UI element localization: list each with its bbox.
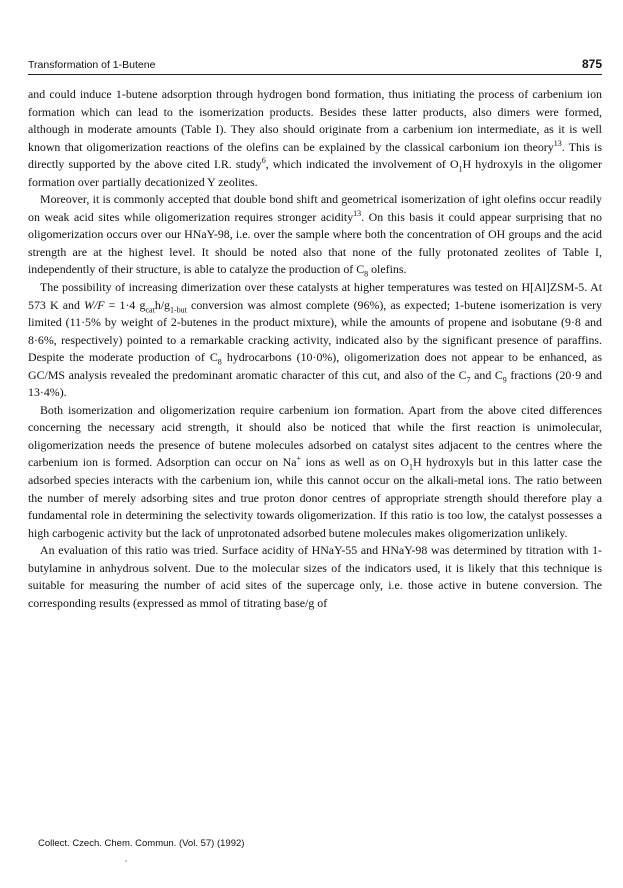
subscript: 9 <box>502 375 507 385</box>
paragraph <box>28 279 602 402</box>
text-run: conversion was almost complete (96%), as expected; 1-butene isomerization is very limited (11·5% by weight of 2-butenes in the product mixture), while the amounts of propene and isobutane (9·8 and 8·6%, respectively) pointed to a remarkable cracking activity, indicated also by the significant presence of paraffins. Despite the moderate production of C <box>28 297 603 365</box>
text-run: = 1·4 g <box>104 297 146 312</box>
running-head <box>28 58 602 75</box>
text-run: Moreover, it is commonly accepted that double bond shift and geometrical isomerization of ight olefins occur readily on weak acid sites while oligomerization requires stronger acidity <box>28 192 602 224</box>
superscript: 13 <box>353 208 362 218</box>
text-run: . On this basis it could appear surprising that no oligomerization occurs over our HNaY-98, i.e. over the sample where both the concentration of OH groups and the acid strength are at the highest level. It should be noted also that none of the fully protonated zeolites of Table I, independently of their structure, is able to catalyze the production of C <box>28 209 602 277</box>
text-run: W/F <box>84 297 105 312</box>
text-run: olefins. <box>368 262 407 277</box>
text-run: H hydroxyls in the oligomer formation over partially decationized Y zeolites. <box>28 157 602 189</box>
text-run: fractions (20·9 and 13·4%). <box>28 367 602 400</box>
subscript: 8 <box>364 269 369 279</box>
text-run: , which indicated the involvement of O <box>265 157 459 172</box>
body-text <box>28 86 602 612</box>
subscript: 7 <box>466 375 471 385</box>
paragraph <box>28 86 602 191</box>
paragraph <box>28 191 602 279</box>
paragraph <box>28 542 602 612</box>
text-run: H hydroxyls but in this latter case the adsorbed species interacts with the carbenium ion, while this cannot occur on the alkali-metal ions. The ratio between the number of merely adsorbing sites and true proton donor centres of appropriate strength should therefore play a fundamental role in determining the selectivity towards oligomerization. If this ratio is too low, the catalyst possesses a high carbogenic activity but the lack of unprotonated adsorbed butene molecules makes oligomerization unlikely. <box>28 455 602 540</box>
superscript: + <box>296 454 302 464</box>
superscript: 13 <box>553 138 562 148</box>
text-run: hydrocarbons (10·0%), oligomerization does not appear to be enhanced, as GC/MS analysis revealed the predominant aromatic character of this cut, and also of the C <box>28 350 602 382</box>
speck <box>125 860 127 862</box>
text-run: h/g <box>154 297 171 312</box>
subscript: 1 <box>408 462 413 472</box>
running-title: Transformation of 1-Butene <box>28 59 156 71</box>
subscript: cat <box>145 304 155 314</box>
journal-citation: Collect. Czech. Chem. Commun. (Vol. 57) (1992) <box>38 838 245 849</box>
superscript: 6 <box>261 156 266 166</box>
text-run: The possibility of increasing dimerization over these catalysts at higher temperatures was tested on H[Al]ZSM-5. At 573 K and <box>28 280 602 312</box>
text-run: and C <box>470 367 503 382</box>
subscript: 1-but <box>170 304 187 314</box>
subscript: 1 <box>458 164 463 174</box>
text-run: ions as well as on O <box>301 455 409 470</box>
paragraph <box>28 402 602 542</box>
subscript: 8 <box>217 357 222 367</box>
text-run: . This is directly supported by the above cited I.R. study <box>28 139 602 172</box>
text-run: An evaluation of this ratio was tried. Surface acidity of HNaY-55 and HNaY-98 was determined by titration with 1-butylamine in anhydrous solvent. Due to the molecular sizes of the indicators used, it is likely that this technique is suitable for measuring the number of acid sites of the supercage only, i.e. those active in butene conversion. The corresponding results (expressed as mmol of titrating base/g of <box>28 543 602 610</box>
page-number: 875 <box>581 57 602 71</box>
text-run: Both isomerization and oligomerization require carbenium ion formation. Apart from the above cited differences concerning the necessary acid strength, it should also be noticed that while the first reaction is unimolecular, oligomerization needs the presence of butene molecules adsorbed on catalyst sites adjacent to the centres where the carbenium ion is formed. Adsorption can occur on Na <box>28 402 602 470</box>
text-run: and could induce 1-butene adsorption through hydrogen bond formation, thus initiating the process of carbenium ion formation which can lead to the isomerization products. Besides these latter products, also dimers were formed, although in moderate amounts (Table I). They also should originate from a carbenium ion intermediate, as it is well known that oligomerization reactions of the olefins can be explained by the classical carbonium ion theory <box>28 87 602 154</box>
